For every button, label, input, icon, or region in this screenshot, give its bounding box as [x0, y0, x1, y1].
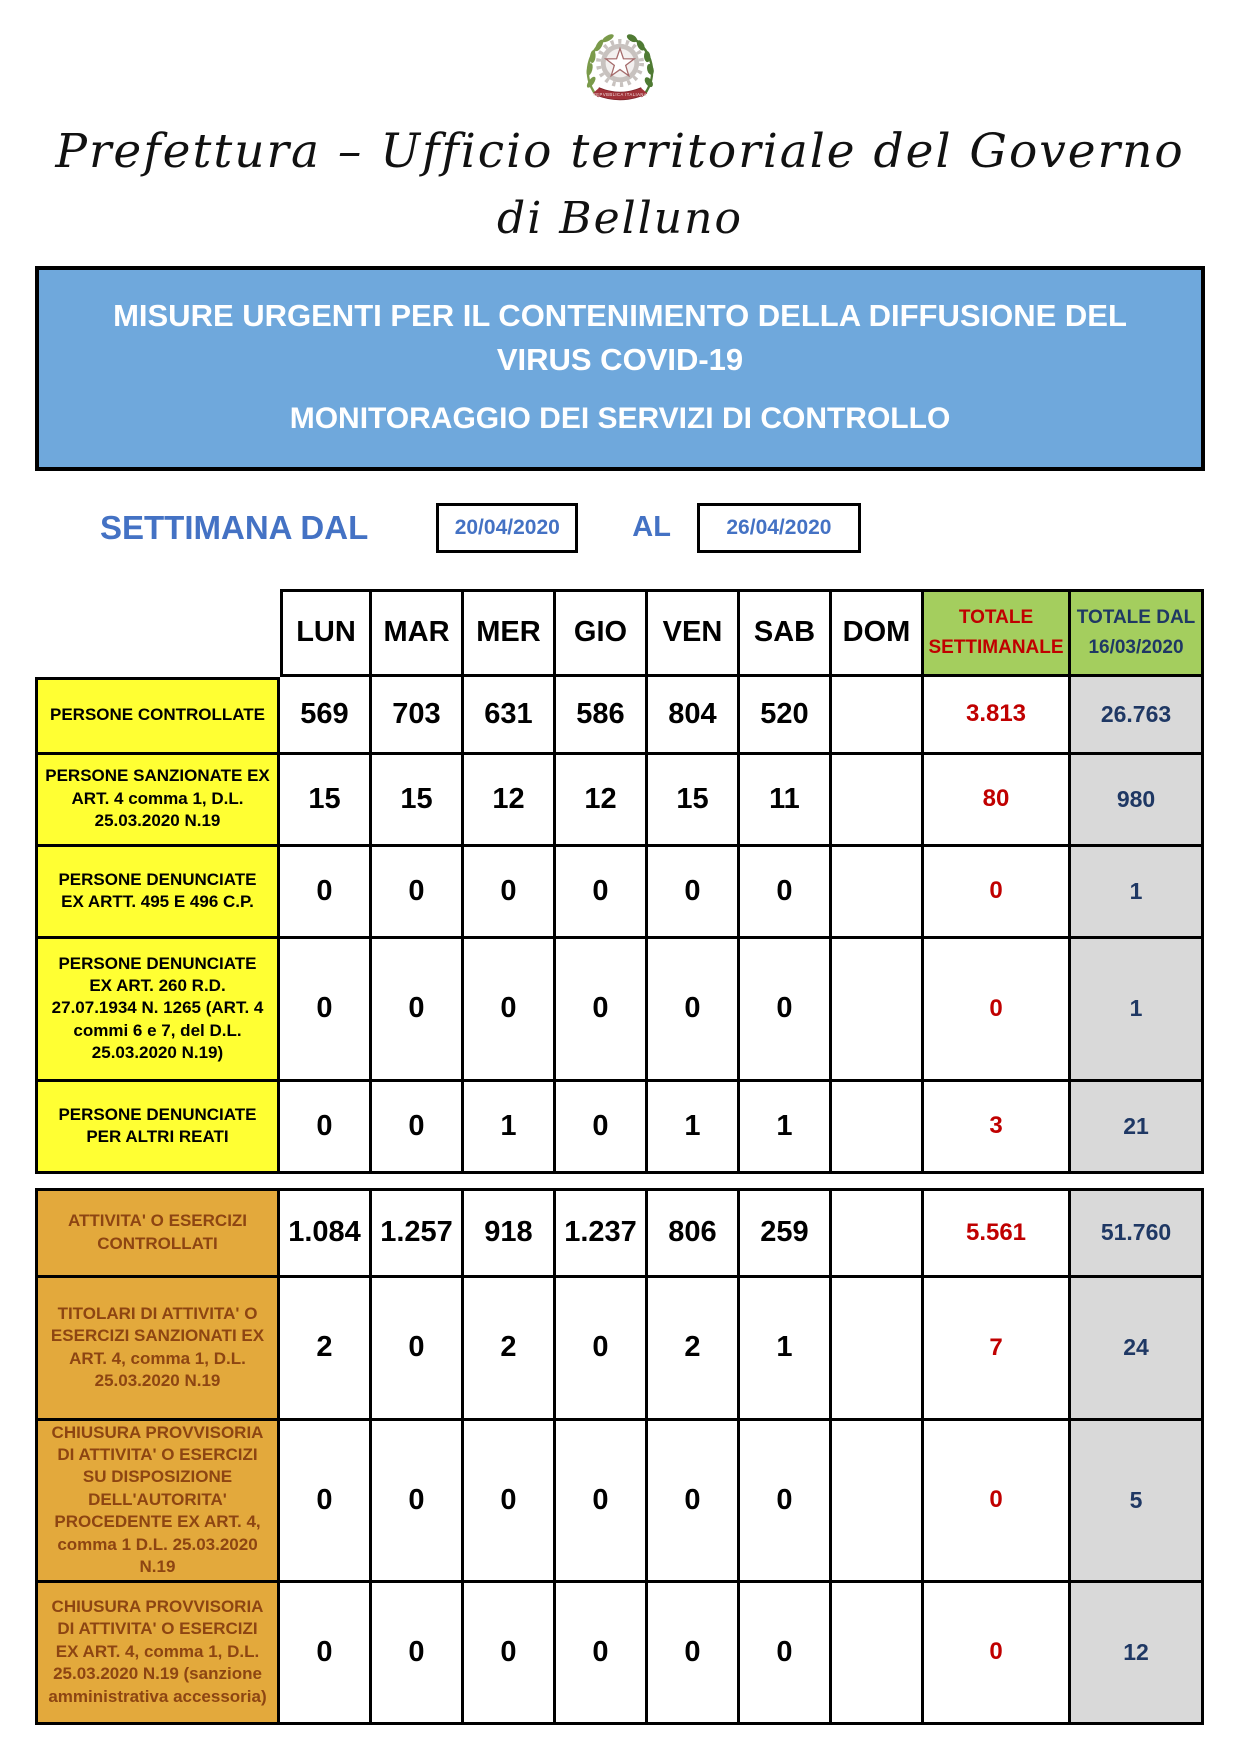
covid-measures-banner	[35, 266, 1205, 471]
day-header-cell-mar: MAR	[372, 589, 464, 677]
day-value-cell: 0	[372, 939, 464, 1082]
prefettura-title	[0, 124, 1240, 244]
day-value-cell: 0	[556, 1583, 648, 1725]
day-value-cell: 1.084	[280, 1188, 372, 1278]
day-value-cell: 259	[740, 1188, 832, 1278]
day-value-cell: 1	[648, 1082, 740, 1174]
day-header-cell-mer: MER	[464, 589, 556, 677]
day-value-cell	[832, 1082, 924, 1174]
day-value-cell: 0	[648, 847, 740, 939]
day-value-cell: 569	[280, 677, 372, 755]
total-since-cell: 980	[1071, 755, 1204, 847]
row-label-cell: PERSONE CONTROLLATE	[35, 677, 280, 755]
day-value-cell: 918	[464, 1188, 556, 1278]
day-header-cell-dom: DOM	[832, 589, 924, 677]
day-value-cell: 11	[740, 755, 832, 847]
total-since-header-cell: TOTALE DAL 16/03/2020	[1071, 589, 1204, 677]
day-value-cell: 0	[280, 1583, 372, 1725]
day-value-cell: 520	[740, 677, 832, 755]
day-value-cell: 0	[372, 1082, 464, 1174]
total-since-cell: 12	[1071, 1583, 1204, 1725]
day-value-cell: 0	[740, 1583, 832, 1725]
total-week-cell: 0	[924, 1421, 1071, 1583]
row-label-cell: PERSONE SANZIONATE EX ART. 4 comma 1, D.L. 25.03.2020 N.19	[35, 755, 280, 847]
day-value-cell: 15	[372, 755, 464, 847]
day-value-cell: 0	[280, 1082, 372, 1174]
banner-line1: MISURE URGENTI PER IL CONTENIMENTO DELLA DIFFUSIONE DEL	[113, 298, 1127, 333]
day-value-cell: 804	[648, 677, 740, 755]
day-value-cell	[832, 755, 924, 847]
day-value-cell: 1	[464, 1082, 556, 1174]
day-header-cell-lun: LUN	[280, 589, 372, 677]
day-header-cell-ven: VEN	[648, 589, 740, 677]
total-since-cell: 21	[1071, 1082, 1204, 1174]
monitoring-table-section-1	[35, 589, 1240, 1174]
day-value-cell: 0	[464, 1583, 556, 1725]
total-week-cell: 0	[924, 939, 1071, 1082]
day-value-cell	[832, 1583, 924, 1725]
italian-republic-emblem-icon	[572, 26, 668, 116]
day-value-cell: 0	[556, 1278, 648, 1421]
day-value-cell: 2	[464, 1278, 556, 1421]
day-value-cell	[832, 847, 924, 939]
week-connector: AL	[632, 511, 671, 544]
row-label-cell: PERSONE DENUNCIATE EX ARTT. 495 E 496 C.P.	[35, 847, 280, 939]
day-value-cell: 0	[740, 939, 832, 1082]
day-header-cell-sab: SAB	[740, 589, 832, 677]
day-value-cell: 0	[372, 1278, 464, 1421]
total-week-cell: 0	[924, 1583, 1071, 1725]
day-value-cell: 15	[280, 755, 372, 847]
total-week-cell: 0	[924, 847, 1071, 939]
day-value-cell: 0	[556, 939, 648, 1082]
day-value-cell	[832, 1421, 924, 1583]
day-value-cell: 0	[464, 847, 556, 939]
day-value-cell: 631	[464, 677, 556, 755]
day-value-cell: 15	[648, 755, 740, 847]
total-since-cell: 1	[1071, 939, 1204, 1082]
banner-line3: MONITORAGGIO DEI SERVIZI DI CONTROLLO	[289, 402, 951, 436]
day-value-cell: 0	[280, 1421, 372, 1583]
week-label: SETTIMANA DAL	[100, 508, 369, 546]
day-value-cell: 0	[556, 1082, 648, 1174]
row-label-cell: PERSONE DENUNCIATE EX ART. 260 R.D. 27.07.1934 N. 1265 (ART. 4 commi 6 e 7, del D.L. 25.03.2020 N.19)	[35, 939, 280, 1082]
emblem-container	[0, 0, 1240, 116]
day-value-cell: 0	[280, 939, 372, 1082]
day-value-cell: 12	[556, 755, 648, 847]
day-value-cell: 1	[740, 1082, 832, 1174]
day-value-cell: 0	[648, 1421, 740, 1583]
day-value-cell: 1	[740, 1278, 832, 1421]
total-week-cell: 80	[924, 755, 1071, 847]
row-label-cell: CHIUSURA PROVVISORIA DI ATTIVITA' O ESERCIZI SU DISPOSIZIONE DELL'AUTORITA' PROCEDENTE EX ART. 4, comma 1 D.L. 25.03.2020 N.19	[35, 1421, 280, 1583]
week-selector	[100, 501, 1240, 555]
title-line2: di Belluno	[497, 193, 743, 244]
day-value-cell: 806	[648, 1188, 740, 1278]
day-value-cell: 2	[648, 1278, 740, 1421]
total-since-cell: 51.760	[1071, 1188, 1204, 1278]
day-value-cell: 2	[280, 1278, 372, 1421]
day-value-cell	[832, 939, 924, 1082]
day-value-cell: 1.237	[556, 1188, 648, 1278]
row-label-cell: ATTIVITA' O ESERCIZI CONTROLLATI	[35, 1188, 280, 1278]
day-value-cell: 0	[372, 847, 464, 939]
day-value-cell: 0	[464, 939, 556, 1082]
emblem-ribbon-text: REPVBBLICA ITALIANA	[592, 92, 648, 98]
monitoring-table-section-2	[35, 1188, 1240, 1725]
day-value-cell: 0	[740, 847, 832, 939]
day-value-cell: 0	[464, 1421, 556, 1583]
row-label-cell: TITOLARI DI ATTIVITA' O ESERCIZI SANZIONATI EX ART. 4, comma 1, D.L. 25.03.2020 N.19	[35, 1278, 280, 1421]
day-value-cell: 0	[372, 1421, 464, 1583]
total-week-cell: 7	[924, 1278, 1071, 1421]
day-value-cell: 0	[556, 847, 648, 939]
day-value-cell: 0	[648, 939, 740, 1082]
day-header-cell-gio: GIO	[556, 589, 648, 677]
row-label-cell: CHIUSURA PROVVISORIA DI ATTIVITA' O ESERCIZI EX ART. 4, comma 1, D.L. 25.03.2020 N.19 (sanzione amministrativa accessoria)	[35, 1583, 280, 1725]
day-value-cell: 0	[372, 1583, 464, 1725]
week-from-box: 20/04/2020	[436, 503, 578, 553]
row-label-cell: PERSONE DENUNCIATE PER ALTRI REATI	[35, 1082, 280, 1174]
total-since-cell: 1	[1071, 847, 1204, 939]
total-week-header-cell: TOTALE SETTIMANALE	[924, 589, 1071, 677]
day-value-cell: 0	[556, 1421, 648, 1583]
day-value-cell: 1.257	[372, 1188, 464, 1278]
banner-line2: VIRUS COVID-19	[496, 342, 744, 378]
day-value-cell: 586	[556, 677, 648, 755]
day-value-cell: 0	[648, 1583, 740, 1725]
day-value-cell	[832, 1188, 924, 1278]
total-since-cell: 5	[1071, 1421, 1204, 1583]
total-week-cell: 5.561	[924, 1188, 1071, 1278]
title-line1: Prefettura – Ufficio territoriale del Governo	[55, 124, 1185, 179]
day-value-cell	[832, 1278, 924, 1421]
total-since-cell: 24	[1071, 1278, 1204, 1421]
total-week-cell: 3	[924, 1082, 1071, 1174]
total-week-cell: 3.813	[924, 677, 1071, 755]
week-to-box: 26/04/2020	[697, 503, 861, 553]
day-value-cell: 0	[740, 1421, 832, 1583]
day-value-cell: 0	[280, 847, 372, 939]
day-value-cell: 12	[464, 755, 556, 847]
day-value-cell	[832, 677, 924, 755]
total-since-cell: 26.763	[1071, 677, 1204, 755]
day-value-cell: 703	[372, 677, 464, 755]
table-corner-cell	[35, 589, 280, 677]
